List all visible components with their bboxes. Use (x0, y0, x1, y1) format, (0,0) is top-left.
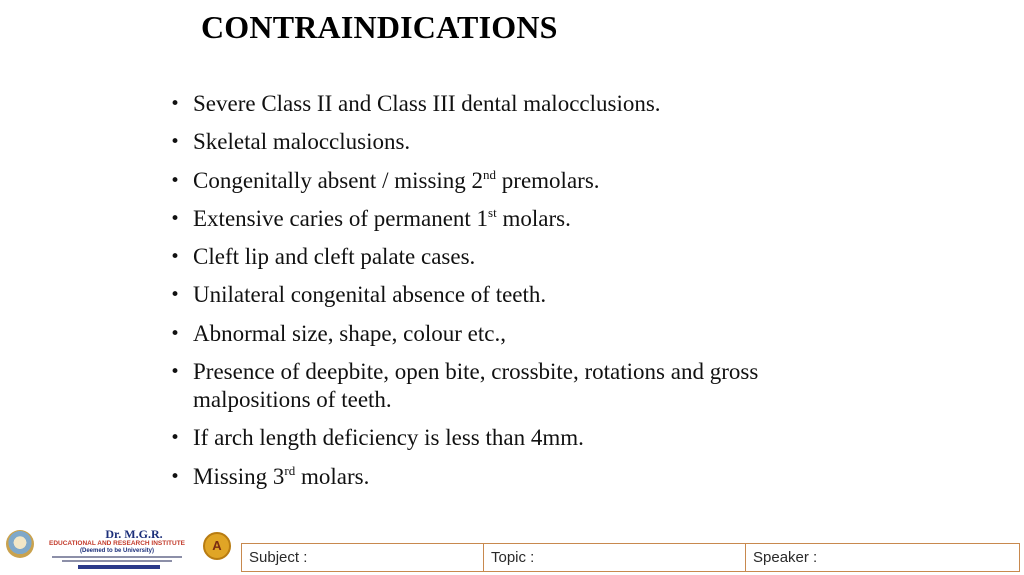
topic-label: Topic : (491, 549, 535, 566)
bullet-text: Presence of deepbite, open bite, crossbite, rotations and gross malpositions of teeth. (193, 359, 759, 413)
bullet-item (170, 320, 850, 348)
bullet-text: Extensive caries of permanent 1 (193, 205, 489, 231)
logo-contact-line (62, 560, 172, 562)
bullet-text: Skeletal malocclusions. (193, 129, 411, 155)
subject-label: Subject : (249, 549, 308, 566)
accreditation-badge-icon: A (203, 532, 231, 560)
bullet-list (170, 90, 850, 501)
bullet-text: Severe Class II and Class III dental malocclusions. (193, 91, 661, 116)
bullet-item (170, 358, 850, 414)
bullet-icon: • (170, 208, 181, 229)
bullet-icon: • (170, 132, 181, 153)
slide-title: CONTRAINDICATIONS (201, 9, 558, 45)
speaker-label: Speaker : (753, 549, 818, 566)
ordinal-superscript: rd (284, 462, 296, 478)
ordinal-superscript: st (488, 204, 497, 220)
subject-field (241, 543, 484, 572)
bullet-item (170, 463, 850, 491)
bullet-text-end: molars. (496, 205, 571, 231)
logo-deemed: (Deemed to be University) (79, 548, 155, 554)
bullet-icon: • (170, 466, 181, 487)
topic-field (483, 543, 746, 572)
bullet-text: Missing 3 (193, 463, 285, 489)
bullet-icon: • (170, 362, 181, 383)
emblem-icon (6, 530, 34, 558)
logo-institute: EDUCATIONAL AND RESEARCH INSTITUTE (48, 540, 186, 547)
bullet-text: Unilateral congenital absence of teeth. (193, 282, 547, 308)
bullet-icon: • (170, 94, 181, 114)
bullet-item (170, 90, 850, 118)
ordinal-superscript: nd (483, 166, 497, 182)
institute-logo (4, 527, 228, 571)
bullet-text: Cleft lip and cleft palate cases. (193, 244, 476, 270)
bullet-text: Abnormal size, shape, colour etc., (193, 320, 506, 346)
bullet-icon: • (170, 323, 181, 344)
bullet-text-end: premolars. (496, 167, 600, 193)
bullet-icon: • (170, 170, 181, 191)
bullet-text-end: molars. (295, 463, 370, 489)
logo-accreditation-bar (78, 565, 160, 569)
bullet-item (170, 167, 850, 195)
bullet-item (170, 243, 850, 271)
bullet-text: Congenitally absent / missing 2 (193, 167, 484, 193)
bullet-text: If arch length deficiency is less than 4mm. (193, 425, 584, 451)
bullet-item (170, 205, 850, 233)
bullet-icon: • (170, 247, 181, 268)
speaker-field (745, 543, 1020, 572)
bullet-item (170, 128, 850, 156)
logo-address-line (52, 556, 182, 558)
bullet-item (170, 281, 850, 309)
bullet-icon: • (170, 285, 181, 306)
logo-name: Dr. M.G.R. (105, 527, 163, 541)
bullet-icon: • (170, 428, 181, 449)
bullet-item (170, 424, 850, 452)
